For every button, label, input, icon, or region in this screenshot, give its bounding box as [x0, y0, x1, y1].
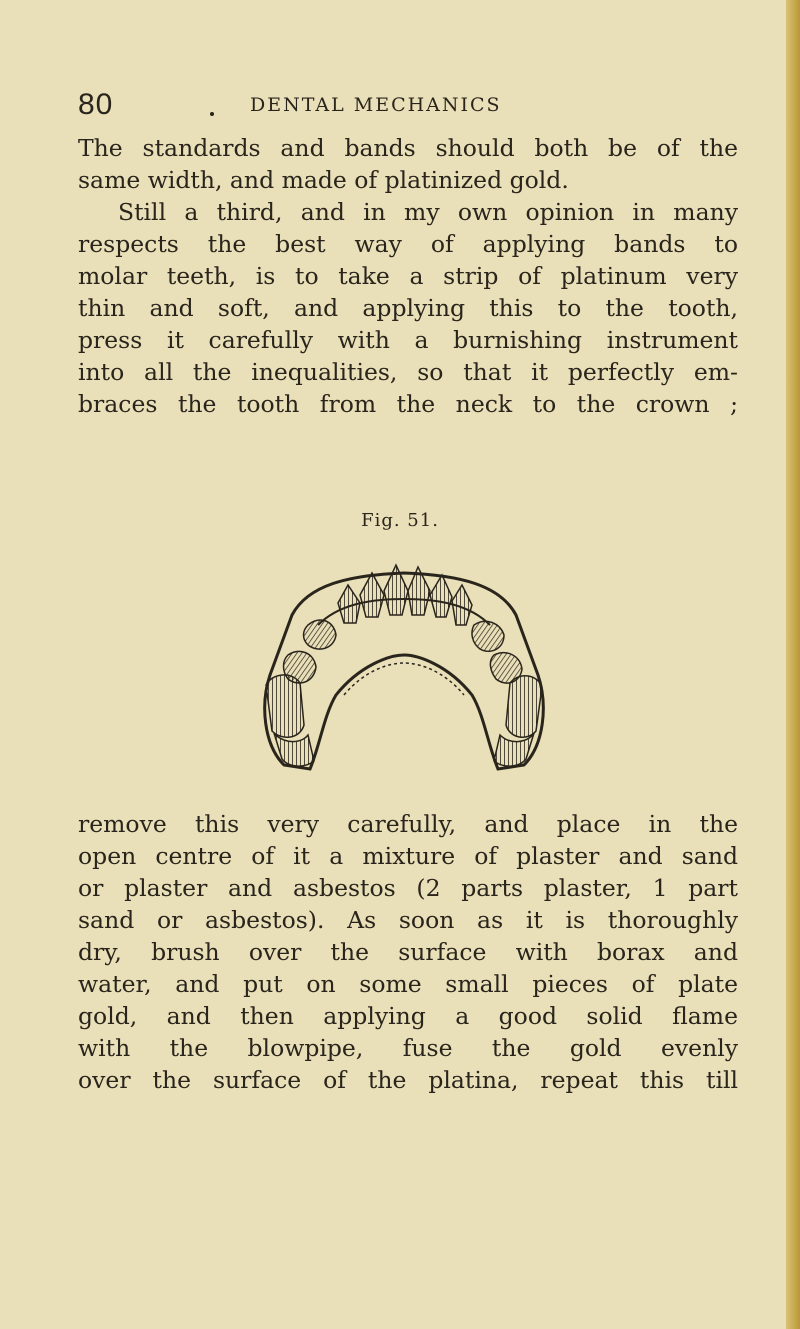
text-line: The standards and bands should both be of the — [78, 134, 738, 162]
page-edge — [786, 0, 800, 1329]
text-line: thin and soft, and applying this to the tooth, — [78, 294, 738, 322]
figure-caption: Fig. 51. — [361, 510, 439, 531]
text-line: remove this very carefully, and place in the — [78, 810, 738, 838]
text-line: respects the best way of applying bands to — [78, 230, 738, 258]
text-line: over the surface of the platina, repeat this till — [78, 1066, 738, 1094]
text-line: or plaster and asbestos (2 parts plaster, 1 part — [78, 874, 738, 902]
text-line: sand or asbestos). As soon as it is thoroughly — [78, 906, 738, 934]
dental-arch-model-illustration — [248, 555, 560, 777]
text-line: with the blowpipe, fuse the gold evenly — [78, 1034, 738, 1062]
text-line: gold, and then applying a good solid flame — [78, 1002, 738, 1030]
page-number: 80 — [78, 88, 114, 121]
text-line: molar teeth, is to take a strip of platinum very — [78, 262, 738, 290]
text-line: dry, brush over the surface with borax and — [78, 938, 738, 966]
text-line: press it carefully with a burnishing instrument — [78, 326, 738, 354]
dental-arch-figure — [248, 555, 560, 777]
paragraph-1 — [78, 132, 738, 420]
text-line: braces the tooth from the neck to the crown ; — [78, 390, 738, 418]
text-line: same width, and made of platinized gold. — [78, 166, 569, 194]
text-line: water, and put on some small pieces of plate — [78, 970, 738, 998]
paragraph-2 — [78, 808, 738, 1096]
running-head: DENTAL MECHANICS — [250, 94, 502, 116]
text-line: into all the inequalities, so that it perfectly em- — [78, 358, 738, 386]
header-dot — [210, 112, 214, 116]
page-header — [78, 88, 718, 132]
text-line: Still a third, and in my own opinion in many — [118, 198, 738, 226]
text-line: open centre of it a mixture of plaster and sand — [78, 842, 738, 870]
